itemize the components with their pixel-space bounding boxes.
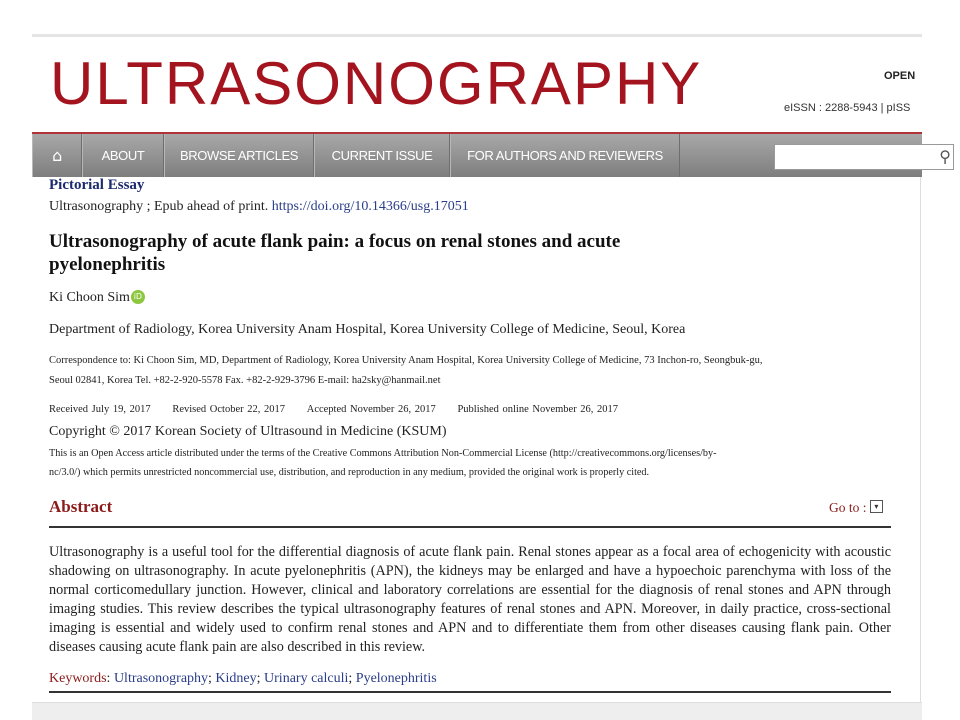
keywords-divider (49, 691, 891, 693)
abstract-text: Ultrasonography is a useful tool for the differential diagnosis of acute flank pain. Renal stones appear as a focal area of echogenicity with acoustic shadowing on ultrasonography. In acute pyelonephritis (APN), the kidneys may be enlarged and have a hypoechoic parenchyma with loss of the normal corticomedullary junction. However, clinical and laboratory correlations are essential for the diagnosis of renal stones and APN through imaging studies. This review describes the typical ultrasonography features of renal stones and APN. Moreover, in daily practice, cross-sectional imaging is essential and widely used to confirm renal stones and APN and to differentiate them from other diseases causing flank pain. Other diseases causing acute flank pain are also described in this review. (49, 544, 891, 655)
title-line: Ultrasonography of acute flank pain: a focus on renal stones and acute (49, 231, 621, 252)
received-date: Received July 19, 2017 (49, 404, 151, 415)
keyword-link[interactable]: Kidney (215, 671, 257, 686)
keyword-link[interactable]: Urinary calculi (264, 671, 349, 686)
search-input[interactable] (774, 144, 954, 170)
keywords-label: Keywords (49, 671, 107, 686)
main-nav (32, 132, 951, 177)
nav-home[interactable] (32, 134, 82, 177)
accepted-date: Accepted November 26, 2017 (306, 404, 436, 415)
nav-current-issue[interactable]: CURRENT ISSUE (314, 134, 450, 177)
revised-date: Revised October 22, 2017 (172, 404, 285, 415)
nav-browse-articles[interactable]: BROWSE ARTICLES (164, 134, 314, 177)
published-date: Published online November 26, 2017 (457, 404, 619, 415)
citation (49, 199, 469, 215)
doi-link[interactable]: https://doi.org/10.14366/usg.17051 (271, 199, 469, 214)
content-border (920, 177, 921, 702)
chevron-down-icon[interactable]: ▾ (870, 500, 883, 513)
affiliation: Department of Radiology, Korea University Anam Hospital, Korea University College of Medicine, Seoul, Korea (49, 322, 686, 337)
license-line: nc/3.0/) which permits unrestricted noncommercial use, distribution, and reproduction in any medium, provided the original work is properly cited. (49, 467, 650, 478)
correspondence-line: Correspondence to: Ki Choon Sim, MD, Department of Radiology, Korea University Anam Hospital, Korea University College of Medicine, 73 Inchon-ro, Seongbuk-gu, (49, 355, 763, 366)
search-icon[interactable]: ⚲ (939, 147, 951, 166)
keyword-link[interactable]: Ultrasonography (113, 671, 209, 686)
license-line: This is an Open Access article distributed under the terms of the Creative Commons Attribution Non-Commercial License (http://creativecommons.org/licenses/by- (49, 448, 717, 459)
article-type: Pictorial Essay (49, 177, 145, 193)
open-access-label: OPEN (884, 70, 916, 82)
goto-menu[interactable] (829, 500, 883, 516)
keywords: Keywords: Ultrasonography; Kidney; Urinary calculi; Pyelonephritis (49, 671, 437, 686)
author (49, 290, 145, 306)
journal-logo[interactable]: ULTRASONOGRAPHY (50, 50, 703, 117)
nav-for-authors[interactable]: FOR AUTHORS AND REVIEWERS (450, 134, 680, 177)
top-divider (32, 34, 922, 37)
correspondence-line: Seoul 02841, Korea Tel. +82-2-920-5578 Fax. +82-2-929-3796 E-mail: ha2sky@hanmail.net (49, 375, 441, 386)
goto-label: Go to : (829, 500, 867, 515)
citation-text: Ultrasonography ; Epub ahead of print. (49, 199, 269, 214)
nav-about[interactable]: ABOUT (82, 134, 164, 177)
abstract-heading: Abstract (49, 497, 113, 516)
copyright: Copyright © 2017 Korean Society of Ultrasound in Medicine (KSUM) (49, 424, 447, 439)
home-icon: ⌂ (52, 146, 62, 165)
orcid-icon[interactable]: iD (131, 290, 145, 304)
page-footer-strip (32, 702, 922, 720)
license (49, 444, 717, 482)
abstract-divider (49, 526, 891, 528)
dates (49, 404, 618, 415)
keyword-link[interactable]: Pyelonephritis (355, 671, 437, 686)
title-line: pyelonephritis (49, 254, 166, 275)
article-title (49, 230, 620, 276)
correspondence (49, 351, 762, 391)
author-name[interactable]: Ki Choon Sim (49, 290, 130, 305)
issn-text: eISSN : 2288-5943 | pISS (784, 102, 911, 114)
